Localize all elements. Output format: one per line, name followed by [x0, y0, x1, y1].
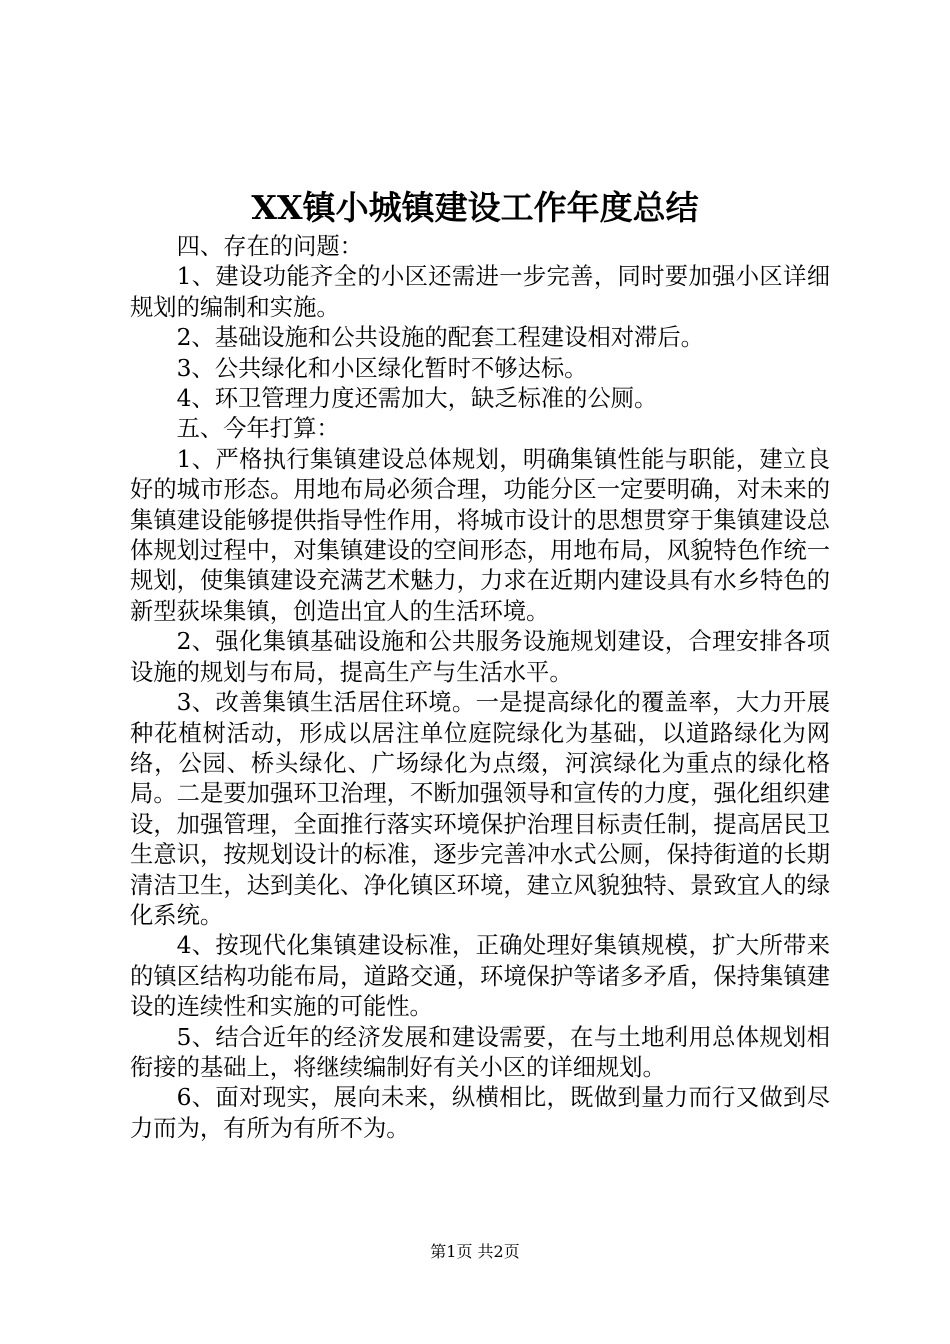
document-body: [130, 232, 830, 1144]
paragraph: 4、按现代化集镇建设标准，正确处理好集镇规模，扩大所带来的镇区结构功能布局，道路交通，环境保护等诸多矛盾，保持集镇建设的连续性和实施的可能性。: [130, 932, 830, 1021]
paragraph: 1、建设功能齐全的小区还需进一步完善，同时要加强小区详细规划的编制和实施。: [130, 263, 830, 321]
paragraph: 2、强化集镇基础设施和公共服务设施规划建设，合理安排各项设施的规划与布局，提高生产与生活水平。: [130, 628, 830, 686]
paragraph: 2、基础设施和公共设施的配套工程建设相对滞后。: [176, 324, 704, 352]
paragraph: 3、改善集镇生活居住环境。一是提高绿化的覆盖率，大力开展种花植树活动，形成以居注单位庭院绿化为基础，以道路绿化为网络，公园、桥头绿化、广场绿化为点缀，河滨绿化为重点的绿化格局。二是要加强环卫治理，不断加强领导和宣传的力度，强化组织建设，加强管理，全面推行落实环境保护治理目标责任制，提高居民卫生意识，按规划设计的标准，逐步完善冲水式公厕，保持街道的长期清洁卫生，达到美化、净化镇区环境，建立风貌独特、景致宜人的绿化系统。: [130, 689, 830, 929]
section-heading-problems: 四、存在的问题：: [176, 233, 363, 260]
paragraph: 6、面对现实，展向未来，纵横相比，既做到量力而行又做到尽力而为，有所为有所不为。: [130, 1084, 830, 1142]
paragraph: 3、公共绿化和小区绿化暂时不够达标。: [176, 354, 588, 382]
page-number-footer: 第1页 共2页: [430, 1242, 520, 1261]
paragraph: 1、严格执行集镇建设总体规划，明确集镇性能与职能，建立良好的城市形态。用地布局必须合理，功能分区一定要明确，对未来的集镇建设能够提供指导性作用，将城市设计的思想贯穿于集镇建设总体规划过程中，对集镇建设的空间形态，用地布局，风貌特色作统一规划，使集镇建设充满艺术魅力，力求在近期内建设具有水乡特色的新型荻垛集镇，创造出宜人的生活环境。: [130, 445, 830, 625]
section-heading-plans: 五、今年打算：: [176, 415, 340, 443]
document-title: XX镇小城镇建设工作年度总结: [251, 188, 699, 227]
paragraph: 5、结合近年的经济发展和建设需要，在与土地利用总体规划相衔接的基础上，将继续编制好有关小区的详细规划。: [130, 1023, 830, 1081]
paragraph: 4、环卫管理力度还需加大，缺乏标准的公厕。: [176, 385, 658, 413]
